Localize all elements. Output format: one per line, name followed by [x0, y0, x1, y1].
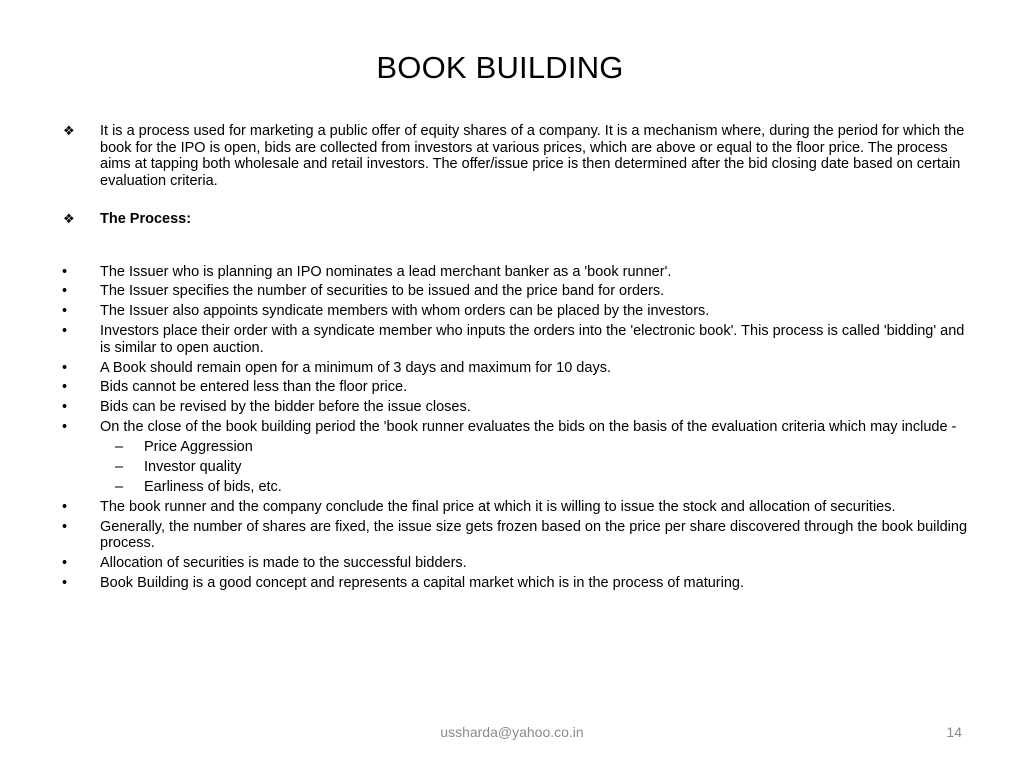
list-item	[62, 283, 972, 300]
list-item	[62, 519, 972, 552]
page-number: 14	[946, 724, 962, 740]
sub-list-item	[62, 459, 972, 476]
list-item-text: Generally, the number of shares are fixed, the issue size gets frozen based on the price per share discovered through the book building process.	[100, 518, 968, 552]
sub-list-item	[62, 479, 972, 496]
diamond-bullet-icon: ❖	[63, 123, 75, 138]
bullet-icon: •	[62, 303, 68, 320]
bullet-icon: •	[62, 379, 68, 396]
list-item	[62, 360, 972, 377]
bullet-icon: •	[62, 498, 68, 515]
list-item-text: Investors place their order with a syndicate member who inputs the orders into the 'electronic book'. This process is called 'bidding' and is similar to open auction.	[100, 323, 965, 356]
list-item	[62, 379, 972, 396]
bullet-icon: •	[62, 263, 68, 280]
list-item-text: Bids cannot be entered less than the floor price.	[100, 379, 408, 396]
bullet-icon: •	[62, 518, 68, 535]
list-item-text: The book runner and the company conclude the final price at which it is willing to issue the stock and allocation of securities.	[100, 498, 896, 515]
diamond-bullet-icon: ❖	[63, 211, 75, 226]
bullet-icon: •	[62, 574, 68, 591]
list-item-text: A Book should remain open for a minimum of 3 days and maximum for 10 days.	[100, 359, 611, 376]
process-heading	[62, 211, 972, 228]
list-item-text: The Issuer specifies the number of securities to be issued and the price band for orders.	[100, 283, 665, 300]
sub-list-item-text: Investor quality	[144, 459, 242, 476]
slide-title: BOOK BUILDING	[376, 50, 624, 85]
bullet-icon: •	[62, 323, 68, 340]
dash-bullet-icon: –	[115, 478, 124, 495]
list-item	[62, 303, 972, 320]
list-item-text: Book Building is a good concept and represents a capital market which is in the process of maturing.	[100, 574, 744, 591]
list-item	[62, 264, 972, 281]
process-heading-text: The Process:	[100, 211, 192, 227]
list-item	[62, 499, 972, 516]
list-item	[62, 419, 972, 436]
bullet-icon: •	[62, 399, 68, 416]
list-item-text: The Issuer also appoints syndicate members with whom orders can be placed by the investors.	[100, 303, 710, 320]
bullet-icon: •	[62, 555, 68, 572]
list-item-text: Bids can be revised by the bidder before the issue closes.	[100, 399, 471, 416]
dash-bullet-icon: –	[115, 459, 124, 476]
list-item	[62, 575, 972, 592]
sub-list-item-text: Earliness of bids, etc.	[144, 478, 282, 495]
process-list	[62, 264, 972, 592]
footer-email: ussharda@yahoo.co.in	[440, 724, 584, 740]
sub-list-item-text: Price Aggression	[144, 439, 253, 456]
list-item	[62, 323, 972, 356]
bullet-icon: •	[62, 359, 68, 376]
slide-content	[62, 123, 972, 595]
list-item	[62, 399, 972, 416]
list-item	[62, 555, 972, 572]
intro-text: It is a process used for marketing a public offer of equity shares of a company. It is a mechanism where, during the period for which the book for the IPO is open, bids are collected from investors at various prices, which are above or equal to the floor price. The process aims at tapping both wholesale and retail investors. The offer/issue price is then determined after the bid closing date based on certain evaluation criteria.	[100, 123, 965, 189]
sub-list-item	[62, 439, 972, 456]
list-item-text: Allocation of securities is made to the successful bidders.	[100, 555, 467, 572]
list-item-text: On the close of the book building period the 'book runner evaluates the bids on the basis of the evaluation criteria which may include -	[100, 419, 957, 436]
bullet-icon: •	[62, 283, 68, 300]
dash-bullet-icon: –	[115, 439, 124, 456]
intro-paragraph	[62, 123, 972, 189]
list-item-text: The Issuer who is planning an IPO nominates a lead merchant banker as a 'book runner'.	[100, 263, 672, 280]
bullet-icon: •	[62, 419, 68, 436]
